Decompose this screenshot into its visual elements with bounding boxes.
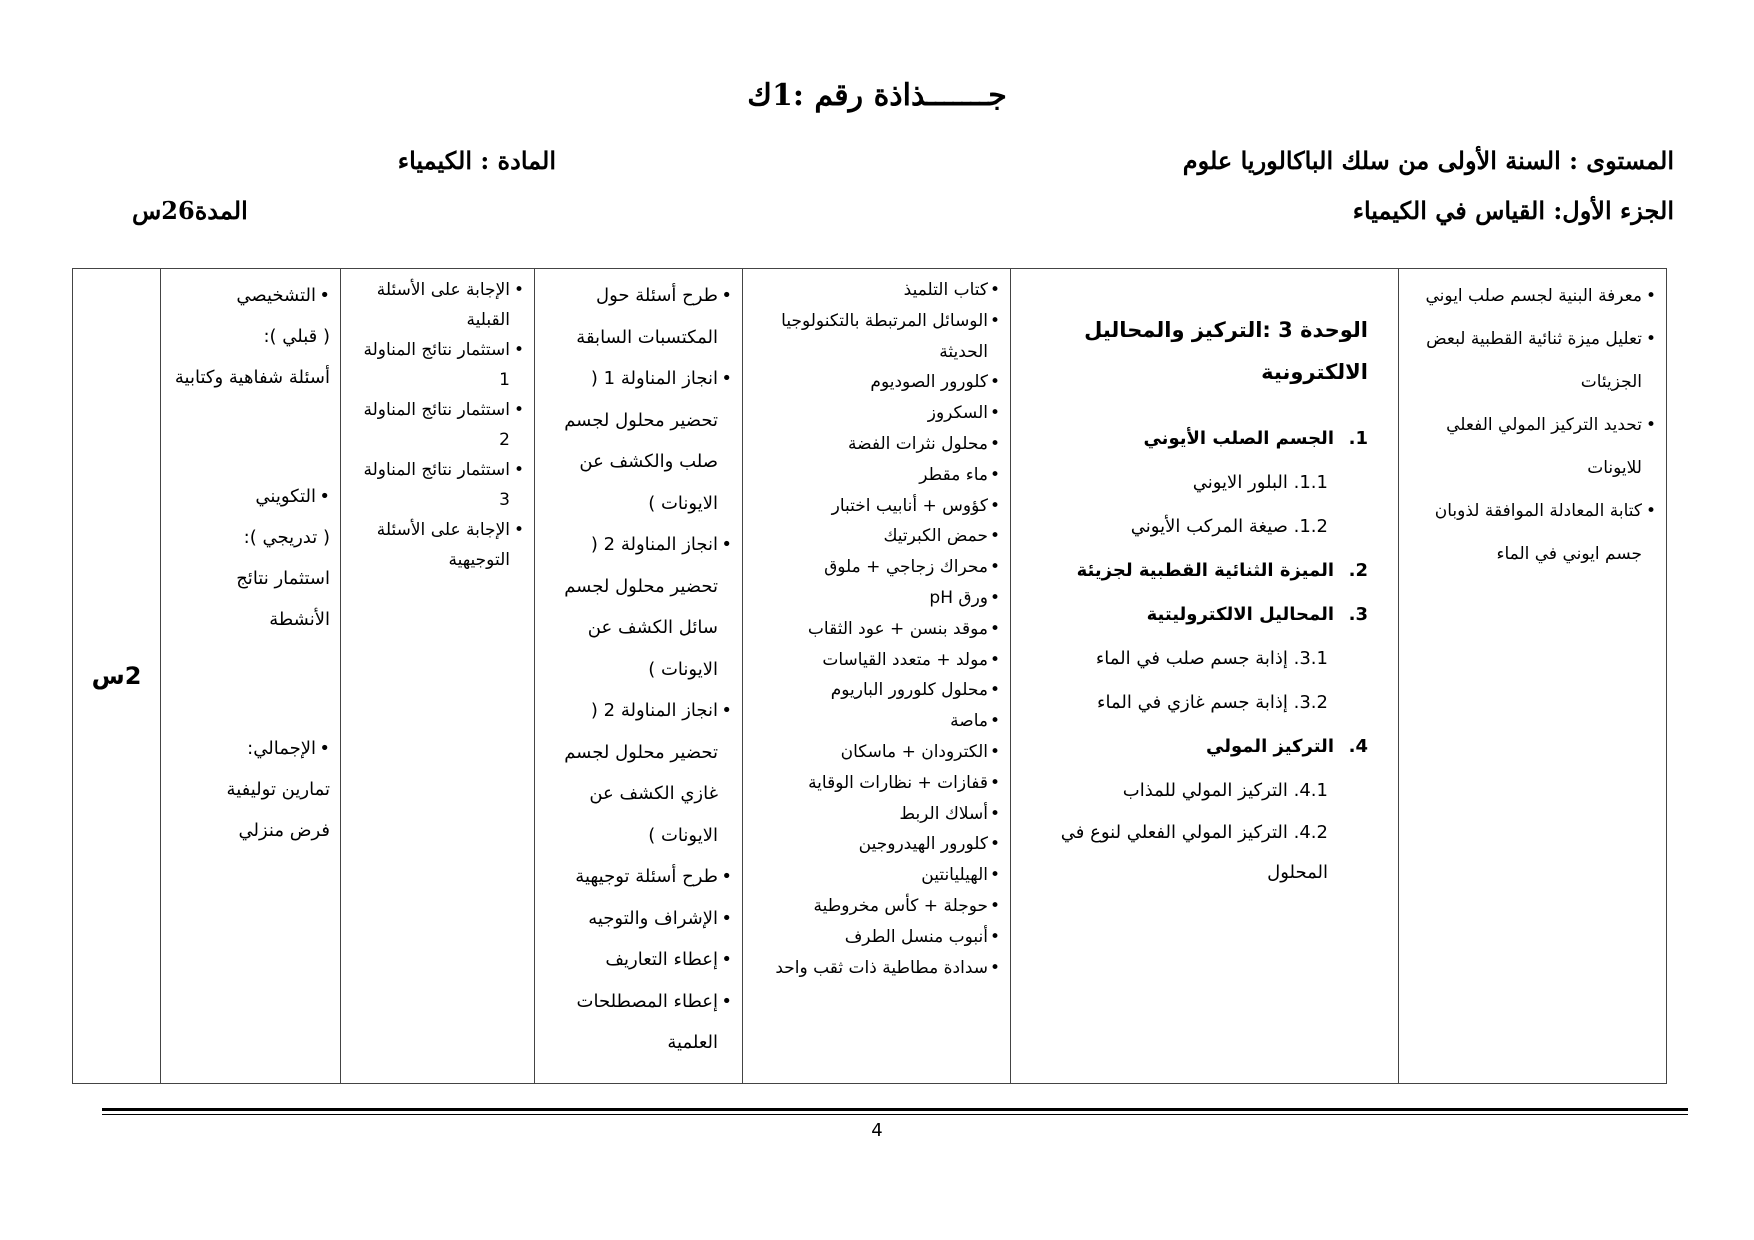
learner-activity: • استثمار نتائج المناولة 3 <box>351 455 524 515</box>
material-item: • حمض الكبرتيك <box>753 521 1000 552</box>
material-item: • الكترودان + ماسكان <box>753 737 1000 768</box>
eval-diagnostic: • التشخيصي <box>171 275 330 316</box>
objective-item: • كتابة المعادلة الموافقة لذوبان جسم ايوني في الماء <box>1409 490 1656 576</box>
teacher-activity: • إعطاء التعاريف <box>545 939 732 981</box>
subsection: 1.1. البلور الايوني <box>1192 472 1328 493</box>
objective-item: • معرفة البنية لجسم صلب ايوني <box>1409 275 1656 318</box>
eval-formative-type: ( تدريجي ): <box>243 527 330 548</box>
eval-summative-item: تمارين توليفية <box>226 779 330 800</box>
material-item: • حوجلة + كأس مخروطية <box>753 891 1000 922</box>
subsection: 1.2. صيغة المركب الأيوني <box>1130 516 1328 537</box>
learner-activities-cell <box>341 269 535 1084</box>
material-item: • مولد + متعدد القياسات <box>753 645 1000 676</box>
duration-label: المدة26س <box>132 196 248 225</box>
eval-summative: • الإجمالي: <box>171 728 330 769</box>
material-item: • ورق pH <box>753 583 1000 614</box>
duration-cell: 2س <box>73 269 161 1084</box>
material-item: • قفازات + نظارات الوقاية <box>753 768 1000 799</box>
eval-diagnostic-desc: أسئلة شفاهية وكتابية <box>174 367 330 388</box>
learner-activity: • استثمار نتائج المناولة 1 <box>351 335 524 395</box>
teacher-activity: • انجاز المناولة 1 ( تحضير محلول لجسم صلب والكشف عن الايونات ) <box>545 358 732 524</box>
material-item: • أنبوب منسل الطرف <box>753 922 1000 953</box>
learner-activity: • استثمار نتائج المناولة 2 <box>351 395 524 455</box>
unit-title: الوحدة 3 :التركيز والمحاليل الالكترونية <box>1084 318 1368 384</box>
lesson-plan-table <box>72 268 1667 1084</box>
document-title: جـــــــذاذة رقم :1ك <box>747 78 1007 113</box>
learner-activity: • الإجابة على الأسئلة القبلية <box>351 275 524 335</box>
material-item: • محلول كلورور الباريوم <box>753 675 1000 706</box>
teacher-activity: • الإشراف والتوجيه <box>545 898 732 940</box>
objective-item: • تحديد التركيز المولي الفعلي للايونات <box>1409 404 1656 490</box>
material-item: • كلورور الصوديوم <box>753 367 1000 398</box>
subsection: 4.1. التركيز المولي للمذاب <box>1122 780 1328 801</box>
page-number: 4 <box>871 1120 883 1141</box>
subsection: 4.2. التركيز المولي الفعلي لنوع في المحلول <box>1060 822 1328 883</box>
objectives-cell <box>1399 269 1667 1084</box>
material-item: • كتاب التلميذ <box>753 275 1000 306</box>
material-item: • كؤوس + أنابيب اختبار <box>753 491 1000 522</box>
footer-rule-thin <box>102 1114 1688 1115</box>
part-label: الجزء الأول: القياس في الكيمياء <box>1352 196 1674 225</box>
teacher-activity: • انجاز المناولة 2 ( تحضير محلول لجسم غازي الكشف عن الايونات ) <box>545 690 732 856</box>
material-item: • الوسائل المرتبطة بالتكنولوجيا الحديثة <box>753 306 1000 368</box>
material-item: • محلول نثرات الفضة <box>753 429 1000 460</box>
teacher-activity: • إعطاء المصطلحات العلمية <box>545 981 732 1064</box>
material-item: • أسلاك الربط <box>753 799 1000 830</box>
material-item: • ماصة <box>753 706 1000 737</box>
eval-summative-item: فرض منزلي <box>238 820 330 841</box>
section-heading: 1.الجسم الصلب الأيوني <box>1143 428 1368 449</box>
material-item: • السكروز <box>753 398 1000 429</box>
materials-cell <box>743 269 1011 1084</box>
section-heading: 2.الميزة الثنائية القطبية لجزيئة <box>1076 560 1368 581</box>
material-item: • كلورور الهيدروجين <box>753 829 1000 860</box>
teacher-activity: • طرح أسئلة حول المكتسبات السابقة <box>545 275 732 358</box>
material-item: • موقد بنسن + عود الثقاب <box>753 614 1000 645</box>
eval-diagnostic-type: ( قبلي ): <box>263 326 330 347</box>
teacher-activity: • طرح أسئلة توجيهية <box>545 856 732 898</box>
teacher-activity: • انجاز المناولة 2 ( تحضير محلول لجسم سائل الكشف عن الايونات ) <box>545 524 732 690</box>
section-heading: 4.التركيز المولي <box>1205 736 1368 757</box>
evaluation-cell <box>161 269 341 1084</box>
material-item: • الهيليانتين <box>753 860 1000 891</box>
subject-label: المادة : الكيمياء <box>397 146 556 175</box>
objective-item: • تعليل ميزة ثنائية القطبية لبعض الجزيئات <box>1409 318 1656 404</box>
subsection: 3.1. إذابة جسم صلب في الماء <box>1095 648 1328 669</box>
learner-activity: • الإجابة على الأسئلة التوجيهية <box>351 515 524 575</box>
material-item: • محراك زجاجي + ملوق <box>753 552 1000 583</box>
subsection: 3.2. إذابة جسم غازي في الماء <box>1097 692 1328 713</box>
eval-formative-desc: استثمار نتائج الأنشطة <box>236 568 330 630</box>
content-cell <box>1011 269 1399 1084</box>
material-item: • ماء مقطر <box>753 460 1000 491</box>
footer-rule <box>102 1108 1688 1111</box>
teacher-activities-cell <box>535 269 743 1084</box>
level-label: المستوى : السنة الأولى من سلك الباكالوريا علوم <box>1182 146 1674 175</box>
eval-formative: • التكويني <box>171 476 330 517</box>
material-item: • سدادة مطاطية ذات ثقب واحد <box>753 953 1000 984</box>
section-heading: 3.المحاليل الالكتروليتية <box>1146 604 1368 625</box>
